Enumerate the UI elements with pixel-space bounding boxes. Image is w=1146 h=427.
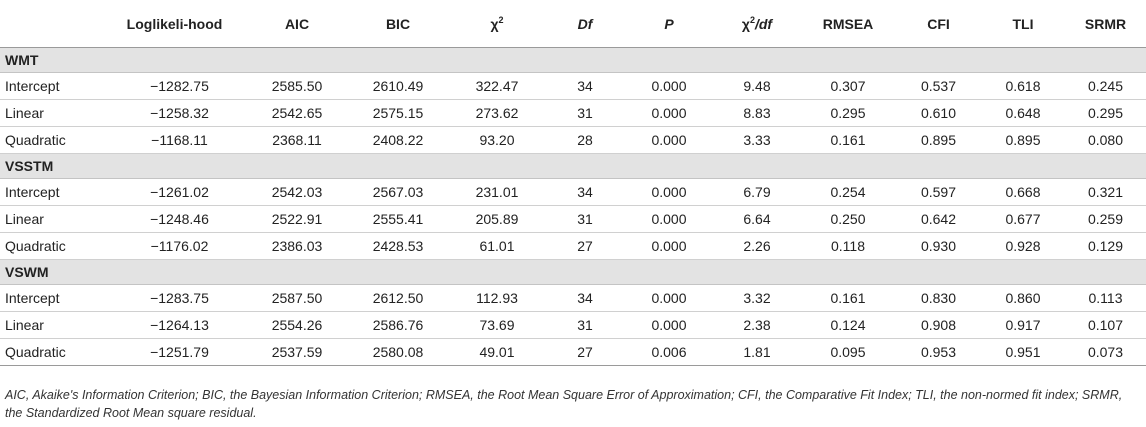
cell-tli: 0.860 (981, 285, 1065, 312)
table-row (0, 233, 1146, 260)
cell-cfi: 0.930 (896, 233, 981, 260)
cell-tli: 0.895 (981, 127, 1065, 154)
cell-bic: 2612.50 (348, 285, 448, 312)
cell-model: Intercept (0, 73, 103, 100)
cell-bic: 2428.53 (348, 233, 448, 260)
header-p: P (624, 0, 714, 48)
cell-cfi: 0.953 (896, 339, 981, 366)
cell-df: 31 (546, 312, 624, 339)
cell-rmsea: 0.250 (800, 206, 896, 233)
cell-model: Linear (0, 206, 103, 233)
cell-aic: 2542.03 (246, 179, 348, 206)
cell-tli: 0.648 (981, 100, 1065, 127)
cell-loglik: −1176.02 (103, 233, 246, 260)
cell-chi2df: 6.79 (714, 179, 800, 206)
group-row (0, 154, 1146, 179)
cell-chi2: 61.01 (448, 233, 546, 260)
cell-df: 31 (546, 100, 624, 127)
group-row (0, 260, 1146, 285)
cell-df: 28 (546, 127, 624, 154)
cell-df: 34 (546, 285, 624, 312)
cell-p: 0.000 (624, 285, 714, 312)
cell-loglik: −1261.02 (103, 179, 246, 206)
cell-tli: 0.677 (981, 206, 1065, 233)
table-row (0, 127, 1146, 154)
table-row (0, 100, 1146, 127)
cell-aic: 2368.11 (246, 127, 348, 154)
cell-cfi: 0.597 (896, 179, 981, 206)
cell-cfi: 0.908 (896, 312, 981, 339)
cell-aic: 2554.26 (246, 312, 348, 339)
cell-p: 0.000 (624, 73, 714, 100)
cell-aic: 2542.65 (246, 100, 348, 127)
cell-chi2: 112.93 (448, 285, 546, 312)
cell-tli: 0.917 (981, 312, 1065, 339)
cell-srmr: 0.080 (1065, 127, 1146, 154)
cell-bic: 2408.22 (348, 127, 448, 154)
cell-cfi: 0.537 (896, 73, 981, 100)
cell-srmr: 0.321 (1065, 179, 1146, 206)
cell-df: 31 (546, 206, 624, 233)
cell-cfi: 0.830 (896, 285, 981, 312)
cell-chi2df: 3.33 (714, 127, 800, 154)
cell-chi2df: 2.26 (714, 233, 800, 260)
cell-p: 0.006 (624, 339, 714, 366)
cell-chi2: 93.20 (448, 127, 546, 154)
cell-model: Quadratic (0, 127, 103, 154)
cell-chi2: 205.89 (448, 206, 546, 233)
header-df: Df (546, 0, 624, 48)
cell-loglik: −1283.75 (103, 285, 246, 312)
cell-srmr: 0.295 (1065, 100, 1146, 127)
group-row (0, 48, 1146, 73)
cell-srmr: 0.129 (1065, 233, 1146, 260)
table-row (0, 285, 1146, 312)
cell-model: Linear (0, 312, 103, 339)
cell-rmsea: 0.254 (800, 179, 896, 206)
cell-srmr: 0.113 (1065, 285, 1146, 312)
table-row (0, 73, 1146, 100)
cell-tli: 0.618 (981, 73, 1065, 100)
cell-srmr: 0.259 (1065, 206, 1146, 233)
cell-cfi: 0.895 (896, 127, 981, 154)
cell-aic: 2522.91 (246, 206, 348, 233)
cell-bic: 2610.49 (348, 73, 448, 100)
cell-p: 0.000 (624, 206, 714, 233)
header-tli: TLI (981, 0, 1065, 48)
cell-df: 27 (546, 339, 624, 366)
cell-df: 27 (546, 233, 624, 260)
cell-chi2df: 1.81 (714, 339, 800, 366)
table-row (0, 179, 1146, 206)
cell-model: Quadratic (0, 233, 103, 260)
cell-rmsea: 0.118 (800, 233, 896, 260)
header-rmsea: RMSEA (800, 0, 896, 48)
cell-bic: 2555.41 (348, 206, 448, 233)
group-label: WMT (0, 48, 1146, 73)
cell-model: Linear (0, 100, 103, 127)
cell-bic: 2567.03 (348, 179, 448, 206)
cell-loglik: −1264.13 (103, 312, 246, 339)
cell-model: Intercept (0, 179, 103, 206)
cell-model: Intercept (0, 285, 103, 312)
cell-p: 0.000 (624, 179, 714, 206)
cell-model: Quadratic (0, 339, 103, 366)
cell-chi2: 322.47 (448, 73, 546, 100)
cell-cfi: 0.642 (896, 206, 981, 233)
cell-cfi: 0.610 (896, 100, 981, 127)
cell-p: 0.000 (624, 100, 714, 127)
cell-rmsea: 0.307 (800, 73, 896, 100)
header-chi-square-df: $\chi^2/df$ (714, 0, 800, 48)
cell-srmr: 0.073 (1065, 339, 1146, 366)
cell-loglik: −1282.75 (103, 73, 246, 100)
cell-df: 34 (546, 73, 624, 100)
cell-rmsea: 0.161 (800, 285, 896, 312)
cell-chi2: 231.01 (448, 179, 546, 206)
cell-chi2: 73.69 (448, 312, 546, 339)
header-srmr: SRMR (1065, 0, 1146, 48)
cell-chi2: 273.62 (448, 100, 546, 127)
table-row (0, 339, 1146, 366)
cell-rmsea: 0.124 (800, 312, 896, 339)
cell-rmsea: 0.161 (800, 127, 896, 154)
cell-srmr: 0.107 (1065, 312, 1146, 339)
cell-p: 0.000 (624, 233, 714, 260)
cell-p: 0.000 (624, 312, 714, 339)
header-chi-square: $\chi^2$ (448, 0, 546, 48)
cell-chi2: 49.01 (448, 339, 546, 366)
cell-loglik: −1258.32 (103, 100, 246, 127)
header-aic: AIC (246, 0, 348, 48)
cell-chi2df: 8.83 (714, 100, 800, 127)
table-row (0, 206, 1146, 233)
cell-bic: 2586.76 (348, 312, 448, 339)
cell-df: 34 (546, 179, 624, 206)
cell-aic: 2587.50 (246, 285, 348, 312)
cell-tli: 0.668 (981, 179, 1065, 206)
cell-loglik: −1168.11 (103, 127, 246, 154)
cell-rmsea: 0.095 (800, 339, 896, 366)
cell-bic: 2580.08 (348, 339, 448, 366)
cell-p: 0.000 (624, 127, 714, 154)
cell-chi2df: 6.64 (714, 206, 800, 233)
cell-aic: 2585.50 (246, 73, 348, 100)
cell-loglik: −1251.79 (103, 339, 246, 366)
cell-aic: 2386.03 (246, 233, 348, 260)
cell-aic: 2537.59 (246, 339, 348, 366)
cell-rmsea: 0.295 (800, 100, 896, 127)
group-label: VSWM (0, 260, 1146, 285)
cell-chi2df: 3.32 (714, 285, 800, 312)
cell-chi2df: 9.48 (714, 73, 800, 100)
cell-tli: 0.951 (981, 339, 1065, 366)
header-cfi: CFI (896, 0, 981, 48)
header-row (0, 0, 1146, 48)
table-row (0, 312, 1146, 339)
cell-loglik: −1248.46 (103, 206, 246, 233)
cell-srmr: 0.245 (1065, 73, 1146, 100)
header-loglikelihood: Loglikeli-hood (103, 0, 246, 48)
header-bic: BIC (348, 0, 448, 48)
cell-chi2df: 2.38 (714, 312, 800, 339)
group-label: VSSTM (0, 154, 1146, 179)
header-model (0, 0, 103, 48)
table-body (0, 48, 1146, 366)
cell-tli: 0.928 (981, 233, 1065, 260)
cell-bic: 2575.15 (348, 100, 448, 127)
table-footnote: AIC, Akaike's Information Criterion; BIC, the Bayesian Information Criterion; RMSEA, the Root Mean Square Error of Approximation; CFI, the Comparative Fit Index; TLI, the non-normed fit index; SRMR, the Standardized Root Mean square residual. (5, 388, 1123, 420)
